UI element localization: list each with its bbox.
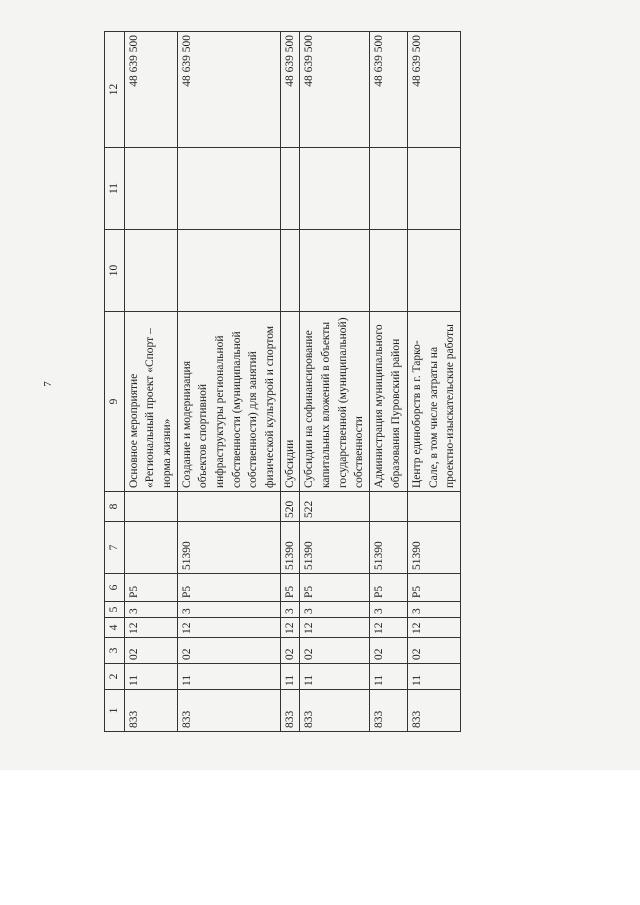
cell-c1: 833 <box>408 690 461 732</box>
cell-c7: 51390 <box>300 522 370 574</box>
cell-c11 <box>124 148 177 230</box>
cell-c8 <box>177 492 280 522</box>
cell-c12: 48 639 500 <box>280 32 300 148</box>
cell-c7: 51390 <box>280 522 300 574</box>
cell-c5: 3 <box>280 602 300 618</box>
cell-c7: 51390 <box>370 522 408 574</box>
cell-c6: P5 <box>300 574 370 602</box>
cell-c5: 3 <box>370 602 408 618</box>
cell-c7 <box>124 522 177 574</box>
col-header-8: 8 <box>105 492 125 522</box>
cell-c10 <box>370 230 408 312</box>
col-header-1: 1 <box>105 690 125 732</box>
rotated-table-wrapper <box>104 32 457 732</box>
cell-c3: 02 <box>177 638 280 664</box>
cell-c6: P5 <box>280 574 300 602</box>
table-row <box>280 32 300 732</box>
cell-c5: 3 <box>408 602 461 618</box>
cell-c6: P5 <box>408 574 461 602</box>
table-row <box>124 32 177 732</box>
col-header-5: 5 <box>105 602 125 618</box>
cell-c11 <box>280 148 300 230</box>
cell-c11 <box>300 148 370 230</box>
cell-c10 <box>408 230 461 312</box>
col-header-4: 4 <box>105 618 125 638</box>
page-margin <box>0 770 640 905</box>
col-header-2: 2 <box>105 664 125 690</box>
cell-c7: 51390 <box>408 522 461 574</box>
cell-c4: 12 <box>124 618 177 638</box>
table-row <box>370 32 408 732</box>
col-header-12: 12 <box>105 32 125 148</box>
cell-c9: Центр единоборств в г. Тарко-Сале, в том числе затраты на проектно-изыскательские работы <box>408 312 461 492</box>
cell-c4: 12 <box>280 618 300 638</box>
cell-c1: 833 <box>300 690 370 732</box>
cell-c4: 12 <box>370 618 408 638</box>
page-number: 7 <box>42 381 54 387</box>
cell-c6: P5 <box>370 574 408 602</box>
cell-c9: Субсидии <box>280 312 300 492</box>
cell-c8 <box>408 492 461 522</box>
cell-c5: 3 <box>177 602 280 618</box>
cell-c2: 11 <box>177 664 280 690</box>
cell-c8: 522 <box>300 492 370 522</box>
cell-c1: 833 <box>280 690 300 732</box>
cell-c12: 48 639 500 <box>124 32 177 148</box>
cell-c5: 3 <box>124 602 177 618</box>
cell-c7: 51390 <box>177 522 280 574</box>
table-row <box>408 32 461 732</box>
cell-c4: 12 <box>408 618 461 638</box>
cell-c12: 48 639 500 <box>300 32 370 148</box>
cell-c6: P5 <box>177 574 280 602</box>
cell-c8 <box>124 492 177 522</box>
cell-c8 <box>370 492 408 522</box>
table-row <box>300 32 370 732</box>
cell-c11 <box>177 148 280 230</box>
cell-c3: 02 <box>280 638 300 664</box>
cell-c11 <box>408 148 461 230</box>
cell-c3: 02 <box>300 638 370 664</box>
cell-c2: 11 <box>280 664 300 690</box>
cell-c1: 833 <box>124 690 177 732</box>
cell-c4: 12 <box>177 618 280 638</box>
cell-c9: Создание и модернизация объектов спортивной инфраструктуры региональной собственности (муниципальной собственности) для занятий физической культурой и спортом <box>177 312 280 492</box>
col-header-7: 7 <box>105 522 125 574</box>
cell-c2: 11 <box>124 664 177 690</box>
cell-c10 <box>124 230 177 312</box>
cell-c12: 48 639 500 <box>177 32 280 148</box>
cell-c10 <box>280 230 300 312</box>
header-row <box>105 32 125 732</box>
cell-c9: Основное мероприятие «Региональный проект «Спорт – норма жизни» <box>124 312 177 492</box>
cell-c9: Администрация муниципального образования Пуровский район <box>370 312 408 492</box>
cell-c9: Субсидии на софинансирование капитальных вложений в объекты государственной (муниципальной) собственности <box>300 312 370 492</box>
cell-c12: 48 639 500 <box>370 32 408 148</box>
cell-c12: 48 639 500 <box>408 32 461 148</box>
cell-c1: 833 <box>177 690 280 732</box>
col-header-11: 11 <box>105 148 125 230</box>
col-header-3: 3 <box>105 638 125 664</box>
cell-c10 <box>300 230 370 312</box>
col-header-6: 6 <box>105 574 125 602</box>
table-row <box>177 32 280 732</box>
cell-c3: 02 <box>370 638 408 664</box>
cell-c11 <box>370 148 408 230</box>
cell-c3: 02 <box>408 638 461 664</box>
cell-c5: 3 <box>300 602 370 618</box>
cell-c4: 12 <box>300 618 370 638</box>
cell-c3: 02 <box>124 638 177 664</box>
cell-c6: P5 <box>124 574 177 602</box>
budget-table <box>104 31 461 732</box>
cell-c2: 11 <box>408 664 461 690</box>
cell-c2: 11 <box>370 664 408 690</box>
cell-c1: 833 <box>370 690 408 732</box>
col-header-10: 10 <box>105 230 125 312</box>
cell-c2: 11 <box>300 664 370 690</box>
cell-c10 <box>177 230 280 312</box>
cell-c8: 520 <box>280 492 300 522</box>
col-header-9: 9 <box>105 312 125 492</box>
